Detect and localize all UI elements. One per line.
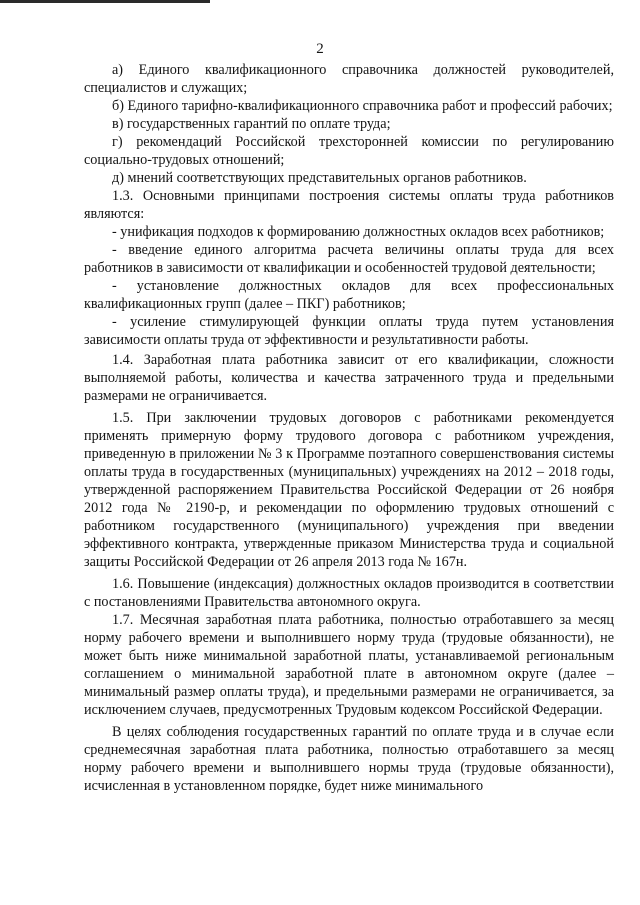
principle-single-algorithm: - введение единого алгоритма расчета величины оплаты труда для всех работников в зависимости от квалификации и особенностей трудовой деятельности; (84, 242, 614, 276)
principle-salary-groups: - установление должностных окладов для всех профессиональных квалификационных групп (далее – ПКГ) работников; (84, 278, 614, 312)
paragraph-guarantees: В целях соблюдения государственных гарантий по оплате труда и в случае если среднемесячная заработная плата работника, полностью отработавшего за месяц норму рабочего времени и выполнившего нормы труда (трудовые обязанности), исчисленная в установленном порядке, будет ниже минимального (84, 724, 614, 794)
clause-1-4: 1.4. Заработная плата работника зависит от его квалификации, сложности выполняемой работы, количества и качества затраченного труда и предельными размерами не ограничивается. (84, 352, 614, 404)
clause-1-3: 1.3. Основными принципами построения системы оплаты труда работников являются: (84, 188, 614, 222)
scan-edge-mark (0, 0, 210, 3)
clause-1-6: 1.6. Повышение (индексация) должностных окладов производится в соответствии с постановлениями Правительства автономного округа. (84, 576, 614, 610)
principle-unification: - унификация подходов к формированию должностных окладов всех работников; (112, 224, 605, 240)
principle-incentive: - усиление стимулирующей функции оплаты труда путем установления зависимости оплаты труда от эффективности и результативности работы. (84, 314, 614, 348)
paragraph-d: д) мнений соответствующих представительных органов работников. (112, 170, 527, 186)
clause-1-5: 1.5. При заключении трудовых договоров с работниками рекомендуется применять примерную форму трудового договора с работником учреждения, приведенную в приложении № 3 к Программе поэтапного совершенствования системы оплаты труда в государственных (муниципальных) учреждениях на 2012 – 2018 годы, утвержденной распоряжением Правительства Российской Федерации от 26 ноября 2012 года № 2190-р, и рекомендации по оформлению трудовых отношений с работником государственного (муниципального) учреждения при введении эффективного контракта, утвержденные приказом Министерства труда и социальной защиты Российской Федерации от 26 апреля 2013 года № 167н. (84, 410, 614, 570)
paragraph-g: г) рекомендаций Российской трехсторонней комиссии по регулированию социально-трудовых отношений; (84, 134, 614, 168)
paragraph-b: б) Единого тарифно-квалификационного справочника работ и профессий рабочих; (112, 98, 613, 114)
clause-1-7: 1.7. Месячная заработная плата работника, полностью отработавшего за месяц норму рабочего времени и выполнившего норму труда (трудовые обязанности), не может быть ниже минимальной заработной платы, устанавливаемой региональным соглашением о минимальной заработной плате в автономном округе (далее – минимальный размер оплаты труда), и предельными размерами не ограничивается, за исключением случаев, предусмотренных Трудовым кодексом Российской Федерации. (84, 612, 614, 718)
page-number: 2 (316, 41, 324, 57)
paragraph-a: а) Единого квалификационного справочника должностей руководителей, специалистов и служащих; (84, 62, 614, 96)
paragraph-v: в) государственных гарантий по оплате труда; (112, 116, 391, 132)
document-body (84, 61, 614, 795)
